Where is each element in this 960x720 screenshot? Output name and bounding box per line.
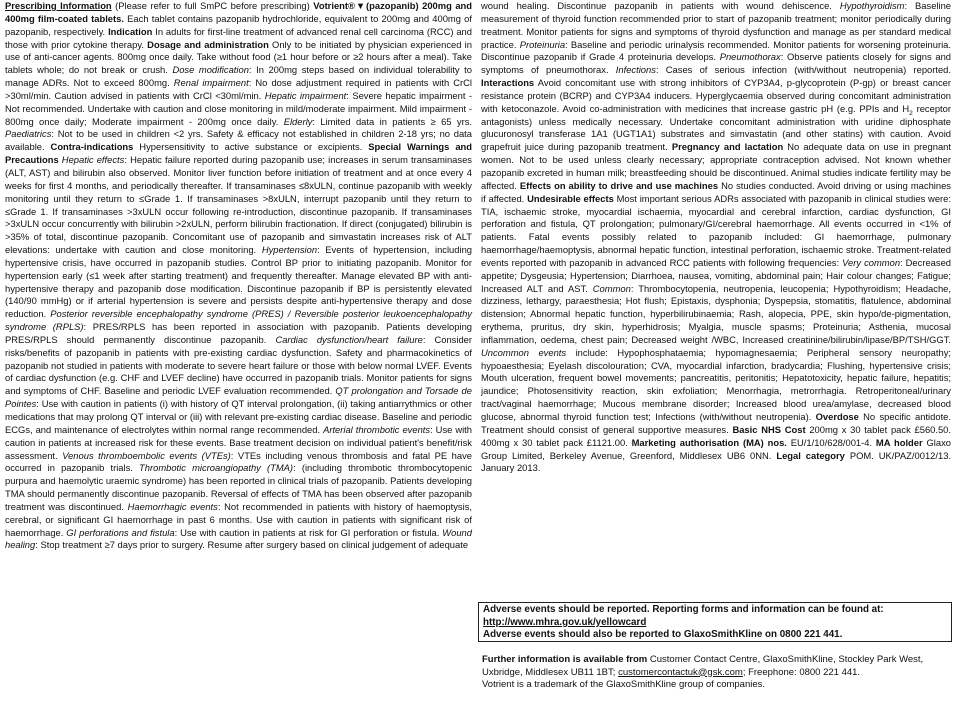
left-column	[5, 0, 472, 552]
trademark-notice: Votrient is a trademark of the GlaxoSmithKline group of companies.	[482, 679, 766, 691]
further-information	[482, 654, 952, 692]
contact-email-link[interactable]: customercontactuk@gsk.com	[618, 666, 743, 678]
gsk-reporting-line: Adverse events should also be reported to GlaxoSmithKline on 0800 221 441.	[483, 629, 843, 641]
yellowcard-link[interactable]: http://www.mhra.gov.uk/yellowcard	[483, 616, 647, 628]
adverse-events-line: Adverse events should be reported. Reporting forms and information can be found at:	[483, 604, 884, 615]
right-column-text: wound healing. Discontinue pazopanib in patients with wound dehiscence. Hypothyroidism: Baseline measurement of thyroid function recommended prior to start of pazopanib treatment; monitor periodically during treatment. Monitor patients for signs and symptoms of thyroid dysfunction and manage as per standard medical practice. Proteinuria: Baseline and periodic urinalysis recommended. Monitor patients for worsening proteinuria. Discontinue pazopanib if Grade 4 proteinuria develops. Pneumothorax: Observe patients closely for signs and symptoms of pneumothorax. Infections: Cases of serious infection (with/without neutropenia) reported. Interactions Avoid concomitant use with strong inhibitors of CYP3A4, p-glycoprotein (P-gp) or breast cancer resistance protein (BCRP) and CYP3A4 inducers. Hyperglycaemia observed during concomitant administration with ketoconazole. Avoid co-administration with medicines that increase gastric pH (e.g. PPIs and $H_2$ receptor antagonists) unless medically necessary. Undertake concomitant administration with uridine diphosphate glucuronosyl transferase 1A1 (UGT1A1) substrates and simvastatin (and other statins) with caution. Avoid grapefruit juice during pazopanib treatment. Pregnancy and lactation No adequate data on use in pregnant women. Not to be used unless clearly necessary; appropriate contraception advised. Not known whether pazopanib excreted in human milk; breastfeeding should be discontinued. Animal studies indicate fertility may be affected. Effects on ability to drive and use machines No studies conducted. Avoid driving or using machines if affected. Undesirable effects Most important serious ADRs associated with pazopanib in clinical studies were: TIA, ischaemic stroke, myocardial ischaemia, myocardial and cerebral infarction, cardiac dysfunction, GI perforation and fistula, QT prolongation; pulmonary/GI/cerebral haemorrhage. All events occurred in <1% of patients. Fatal events possibly related to pazopanib included: GI haemorrhage, pulmonary haemorrhage/haemoptysis, abnormal hepatic function, intestinal perforation, ischaemic stroke. Treatment-related events reported with pazopanib in advanced RCC patients with following frequencies: Very common: Decreased appetite; Dysgeusia; Hypertension; Diarrhoea, nausea, vomiting, abdominal pain; Hair colour changes; Fatigue; Increased ALT and AST. Common: Thrombocytopenia, neutropenia, leucopenia; Hypothyroidism; Headache, dizziness, lethargy, paraesthesia; Hot flush; Epistaxis, dysphonia; Dyspepsia, stomatitis, flatulence, abdominal distension; Abnormal hepatic function, hyperbilirubinaemia; Rash, alopecia, PPE, skin hypo/de-pigmentation, erythema, pruritus, dry skin, hyperhidrosis; Myalgia, muscle spasms; Proteinuria; Asthenia, mucosal inflammation, oedema, chest pain; Decreased weight /WBC, Increased creatinine/bilirubin/lipase/BP/TSH/GGT. Uncommon events include: Hypophosphataemia; hypomagnesaemia; Peripheral sensory neuropathy; hypoaesthesia; Eyelash discolouration; CVA, myocardial infarction, bradycardia; Flushing, hypertensive crisis; Mouth ulceration, frequent bowel movements; pancreatitis, peritonitis; Hepatotoxicity, hepatic failure, hepatitis; jaundice; Photosensitivity reaction, skin exfoliation; Menorrhagia, metrorrhagia. Retroperitoneal/urinary tract/vaginal haemorrhage; Mucous membrane disorder; Increased blood urea/amylase, decreased blood glucose, abnormal thyroid function test; Infections (with/without neutropenia). Overdose No specific antidote. Treatment should consist of general supportive measures. Basic NHS Cost 200mg x 30 tablet pack £560.50. 400mg x 30 tablet pack £1121.00. Marketing authorisation (MA) nos. EU/1/10/628/001-4. MA holder Glaxo Group Limited, Berkeley Avenue, Greenford, Middlesex UB6 0NN. Legal category POM. UK/PAZ/0012/13. January 2013.	[481, 0, 952, 474]
section-heading: Prescribing Information	[5, 0, 112, 11]
product-title: Votrient®▼(pazopanib) 200mg and 400mg film-coated tablets.	[5, 0, 472, 24]
further-info-text: Further information is available from Customer Contact Centre, GlaxoSmithKline, Stockley Park West, Uxbridge, Middlesex UB11 1BT; customercontactuk@gsk.com; Freephone: 0800 221 441.	[482, 654, 924, 678]
left-column-text: Prescribing Information (Please refer to full SmPC before prescribing) Votrient®▼(pazopanib) 200mg and 400mg film-coated tablets. Each tablet contains pazopanib hydrochloride, equivalent to 200mg and 400mg of pazopanib, respectively. Indication In adults for first-line treatment of advanced renal cell carcinoma (RCC) and those with prior cytokine therapy. Dosage and administration Only to be initiated by physician experienced in use of anti-cancer agents. 800mg once daily. Take without food (≥1 hour before or ≥2 hours after a meal). Take tablets whole; do not break or crush. Dose modification: In 200mg steps based on individual tolerability to manage ADRs. Not to exceed 800mg. Renal impairment: No dose adjustment required in patients with CrCl >30ml/min. Caution advised in patients with CrCl <30ml/min. Hepatic impairment: Severe hepatic impairment - Not recommended. Undertake with caution and close monitoring in mild/moderate impairment. Mild impairment - 800mg once daily; Moderate impairment - 200mg once daily. Elderly: Limited data in patients ≥ 65 yrs. Paediatrics: Not to be used in children <2 yrs. Safety & efficacy not established in children 2-18 yrs; no data available. Contra-indications Hypersensitivity to active substance or excipients. Special Warnings and Precautions Hepatic effects: Hepatic failure reported during pazopanib use; increases in serum transaminases (ALT, AST) and bilirubin also observed. Monitor liver function before initiation of treatment and at once every 4 weeks for first 4 months, and periodically thereafter. If transaminases ≤8xULN, continue pazopanib with weekly monitoring until they return to ≤Grade 1. If transaminases >8xULN, interrupt pazopanib until they return to ≤Grade 1. If transaminases >3xULN occur following re-introduction, discontinue pazopanib. If transaminases >3xULN occur concurrently with bilirubin >2xULN, perform bilirubin fractionation. If direct (conjugated) bilirubin is >35% of total, discontinue pazopanib. Concomitant use of pazopanib and simvastatin increases risk of ALT elevations: undertake with caution and close monitoring. Hypertension: Events of hypertension, including hypertensive crisis, have occurred in pazopanib studies. Control BP prior to initiating pazopanib. Monitor for hypertension early (≤1 week after starting treatment) and frequently thereafter. Manage elevated BP with anti-hypertensive therapy and pazopanib dose modification. Discontinue pazopanib if BP is persistently elevated (140/90 mmHg) or if arterial hypertension is severe and persists despite anti-hypertensive therapy and dose reduction. Posterior reversible encephalopathy syndrome (PRES) / Reversible posterior leukoencephalopathy syndrome (RPLS): PRES/RPLS has been reported in association with pazopanib. Patients developing PRES/RPLS should permanently discontinue pazopanib. Cardiac dysfunction/heart failure: Consider risks/benefits of pazopanib in patients with pre-existing cardiac dysfunction. Safety and pharmacokinetics of pazopanib not studied in patients with moderate to severe heart failure or those with below normal LVEF. Events of cardiac dysfunction (e.g. CHF and LVEF decline) have occurred in pazopanib trials. Monitor patients for signs and symptoms of CHF. Baseline and periodic LVEF evaluation recommended. QT prolongation and Torsade de Pointes: Use with caution in patients (i) with history of QT interval prolongation, (ii) taking antiarrythmics or other medications that may prolong QT interval or (iii) with relevant pre-existing cardiac disease. Baseline and periodic ECGs, and maintenance of electrolytes within normal range recommended. Arterial thrombotic events: Use with caution in patients at increased risk for these events. Base treatment decision on individual patient's benefit/risk assessment. Venous thromboembolic events (VTEs): VTEs including venous thrombosis and fatal PE have occurred in pazopanib trials. Thrombotic microangiopathy (TMA): (including thrombotic thrombocytopenic purpura and haemolytic uraemic syndrome) has been reported in clinical trials of pazopanib. Patients developing TMA should permanently discontinue pazopanib. Reversal of effects of TMA has been observed after pazopanib treatment was discontinued. Haemorrhagic events: Not recommended in patients with history of haemoptysis, cerebral, or significant GI haemorrhage in past 6 months. Use with caution in patients with significant risk of haemorrhage. GI perforations and fistula: Use with caution in patients at risk for GI perforation or fistula. Wound healing: Stop treatment ≥7 days prior to surgery. Resume after surgery based on clinical judgement of adequate	[5, 0, 473, 551]
right-column	[481, 0, 951, 475]
adverse-events-box	[478, 602, 952, 642]
